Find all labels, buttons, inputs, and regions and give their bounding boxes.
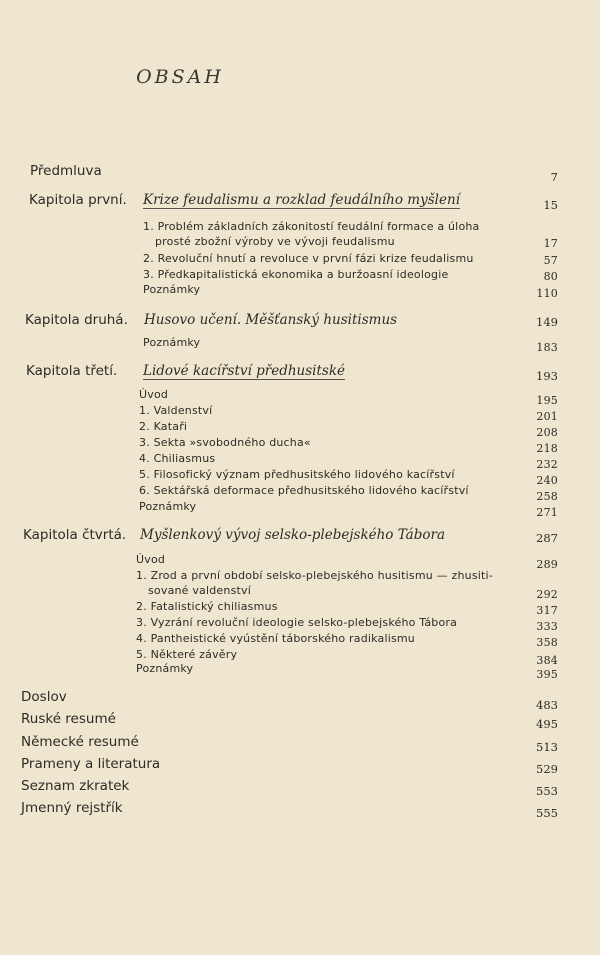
toc-sub-entry[interactable] <box>0 569 600 599</box>
toc-label: Poznámky <box>139 500 197 513</box>
toc-label: 1. Zrod a první období selsko-plebejského husitismu — zhusiti- <box>136 569 493 582</box>
toc-page: 15 <box>543 198 558 212</box>
toc-page: 17 <box>543 237 558 250</box>
toc-entry-jmenny-rejstrik[interactable] <box>0 800 600 822</box>
toc-page: 483 <box>536 698 558 712</box>
toc-chapter-1[interactable] <box>0 192 600 214</box>
toc-label: 4. Pantheistické vyústění táborského radikalismu <box>136 632 415 645</box>
toc-page: 333 <box>536 620 558 633</box>
chapter-prefix: Kapitola čtvrtá. <box>23 527 127 543</box>
toc-chapter-3[interactable] <box>0 363 600 385</box>
toc-page: 495 <box>536 717 558 731</box>
toc-label: 2. Revoluční hnutí a revoluce v první fázi krize feudalismu <box>143 252 474 265</box>
toc-sub-entry[interactable] <box>0 388 600 407</box>
toc-label: 4. Chiliasmus <box>139 452 216 465</box>
toc-label: Poznámky <box>143 336 201 349</box>
toc-page: 80 <box>543 270 558 283</box>
toc-sub-entry[interactable] <box>0 468 600 487</box>
toc-sub-entry[interactable] <box>0 420 600 439</box>
toc-page: 201 <box>536 410 558 423</box>
toc-label: Poznámky <box>136 662 194 675</box>
toc-label: 5. Některé závěry <box>136 648 238 661</box>
chapter-title: Krize feudalismu a rozklad feudálního myšlení <box>143 192 460 208</box>
toc-page: 529 <box>536 762 558 776</box>
toc-sub-entry[interactable] <box>0 632 600 648</box>
chapter-prefix: Kapitola druhá. <box>25 312 128 328</box>
toc-label: 2. Fatalistický chiliasmus <box>136 600 278 613</box>
toc-page: 289 <box>536 558 558 571</box>
toc-sub-entry[interactable] <box>0 220 600 250</box>
page-heading: OBSAH <box>136 66 224 88</box>
toc-label: 3. Sekta »svobodného ducha« <box>139 436 311 449</box>
toc-page: 553 <box>536 784 558 798</box>
toc-page: 57 <box>543 254 558 267</box>
toc-sub-entry[interactable] <box>0 452 600 471</box>
toc-page: 513 <box>536 740 558 754</box>
chapter-prefix: Kapitola třetí. <box>26 363 118 379</box>
toc-sub-entry[interactable] <box>0 484 600 503</box>
toc-label: Prameny a literatura <box>21 756 161 772</box>
toc-page: 384 <box>536 654 558 667</box>
toc-entry-seznam-zkratek[interactable] <box>0 778 600 800</box>
toc-label: Seznam zkratek <box>21 778 130 794</box>
toc-sub-entry[interactable] <box>0 553 600 569</box>
toc-page: 395 <box>536 668 558 681</box>
toc-page: 292 <box>536 588 558 601</box>
toc-label: 6. Sektářská deformace předhusitského lidového kacířství <box>139 484 469 497</box>
toc-label: 2. Kataři <box>139 420 188 433</box>
toc-page: 110 <box>536 287 558 300</box>
toc-sub-entry[interactable] <box>0 616 600 632</box>
toc-sub-entry[interactable] <box>0 283 600 303</box>
toc-label: Jmenný rejstřík <box>21 800 123 816</box>
toc-page: 555 <box>536 806 558 820</box>
toc-page: 271 <box>536 506 558 519</box>
chapter-title: Myšlenkový vývoj selsko-plebejského Tábora <box>140 527 446 543</box>
toc-page: 240 <box>536 474 558 487</box>
toc-entry-predmluva[interactable] <box>0 163 600 185</box>
toc-page: 149 <box>536 315 558 329</box>
toc-label: 1. Valdenství <box>139 404 213 417</box>
toc-label: Předmluva <box>30 163 102 179</box>
toc-sub-entry[interactable] <box>0 252 600 268</box>
toc-label: Německé resumé <box>21 734 139 750</box>
toc-label: 1. Problém základních zákonitostí feudální formace a úloha <box>143 220 480 233</box>
toc-chapter-4[interactable] <box>0 527 600 549</box>
toc-page: 232 <box>536 458 558 471</box>
toc-label-cont: sované valdenství <box>148 584 251 597</box>
toc-page: 7 <box>550 170 558 184</box>
toc-label: Ruské resumé <box>21 711 116 727</box>
toc-label: Poznámky <box>143 283 201 296</box>
toc-entry-nemecke-resume[interactable] <box>0 734 600 756</box>
toc-entry-doslov[interactable] <box>0 689 600 711</box>
toc-page: 258 <box>536 490 558 503</box>
toc-label: 5. Filosofický význam předhusitského lidového kacířství <box>139 468 455 481</box>
toc-page: 287 <box>536 531 558 545</box>
toc-sub-entry[interactable] <box>0 268 600 284</box>
toc-sub-entry[interactable] <box>0 404 600 423</box>
toc-sub-entry[interactable] <box>0 500 600 518</box>
toc-label: Úvod <box>139 388 169 401</box>
toc-page: 195 <box>536 394 558 407</box>
toc-sub-entry[interactable] <box>0 662 600 680</box>
toc-chapter-2[interactable] <box>0 312 600 334</box>
toc-page: 193 <box>536 369 558 383</box>
toc-entry-ruske-resume[interactable] <box>0 711 600 733</box>
toc-label: Úvod <box>136 553 166 566</box>
toc-label: 3. Vyzrání revoluční ideologie selsko-plebejského Tábora <box>136 616 458 629</box>
toc-page: 317 <box>536 604 558 617</box>
toc-page: 183 <box>536 341 558 354</box>
toc-sub-entry[interactable] <box>0 436 600 455</box>
toc-sub-entry[interactable] <box>0 600 600 616</box>
toc-entry-prameny[interactable] <box>0 756 600 778</box>
toc-sub-entry[interactable] <box>0 336 600 356</box>
toc-label: Doslov <box>21 689 67 705</box>
toc-page: 208 <box>536 426 558 439</box>
chapter-title: Husovo učení. Měšťanský husitismus <box>144 312 398 328</box>
toc-page: 358 <box>536 636 558 649</box>
toc-label-cont: prosté zbožní výroby ve vývoji feudalismu <box>155 235 395 248</box>
chapter-title: Lidové kacířství předhusitské <box>143 363 345 379</box>
toc-page: 218 <box>536 442 558 455</box>
chapter-prefix: Kapitola první. <box>29 192 127 208</box>
toc-label: 3. Předkapitalistická ekonomika a buržoasní ideologie <box>143 268 449 281</box>
